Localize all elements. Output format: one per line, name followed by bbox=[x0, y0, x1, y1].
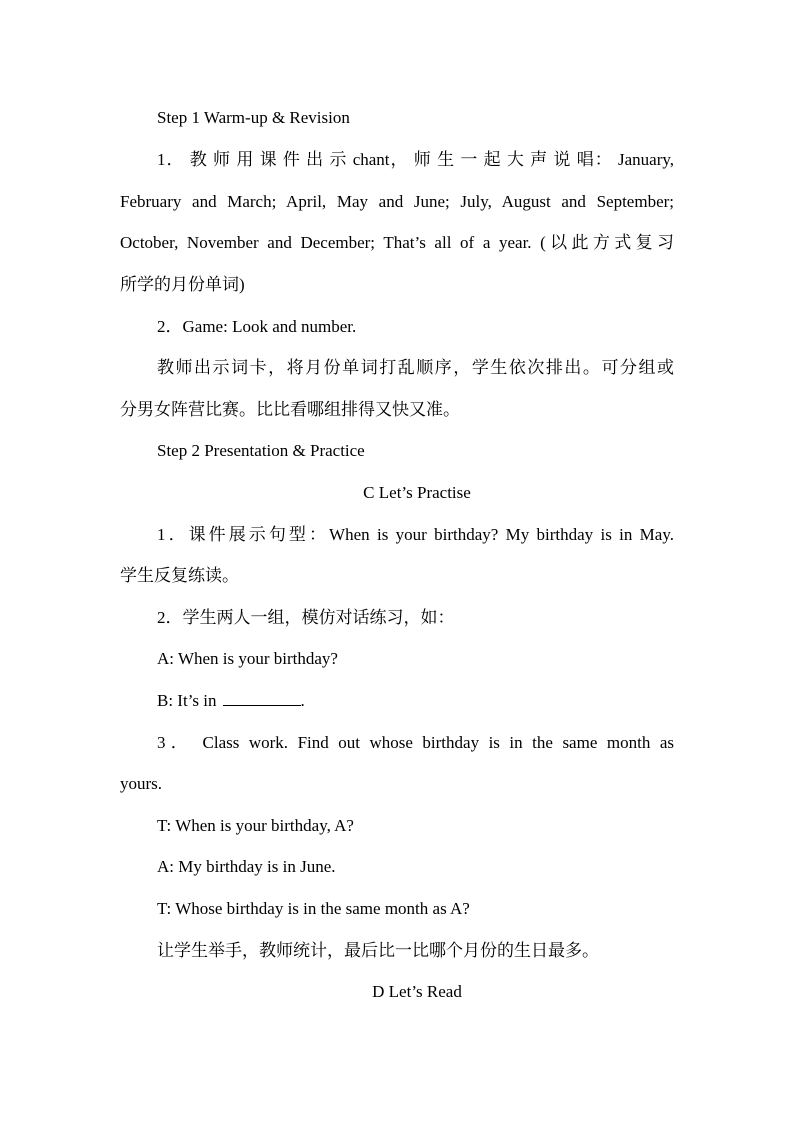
paragraph-1-line-1: 1． 教 师 用 课 件 出 示 chant， 师 生 一 起 大 声 说 唱： January, bbox=[157, 150, 674, 169]
dialog-line-t1: T: When is your birthday, A? bbox=[157, 816, 354, 835]
dialog-b-prefix: B: It’s in bbox=[157, 691, 217, 710]
paragraph-1-line-3: October, November and December; That’s all of a year. (以此方式复习 bbox=[120, 233, 674, 252]
dialog-line-a1: A: My birthday is in June. bbox=[157, 857, 336, 876]
section-d-heading: D Let’s Read bbox=[372, 982, 462, 1001]
paragraph-3-line-1: 教师出示词卡，将月份单词打乱顺序，学生依次排出。可分组或 bbox=[157, 358, 674, 377]
paragraph-1-line-4: 所学的月份单词) bbox=[120, 275, 245, 294]
c1-line-2: 学生反复练读。 bbox=[120, 566, 239, 585]
step1-heading: Step 1 Warm-up & Revision bbox=[157, 108, 350, 127]
c3-line-1: 3． Class work. Find out whose birthday is in the same month as bbox=[157, 733, 674, 752]
section-c-heading: C Let’s Practise bbox=[363, 483, 471, 502]
paragraph-2-line-1: 2．Game: Look and number. bbox=[157, 317, 357, 336]
c4-line-1: 让学生举手，教师统计，最后比一比哪个月份的生日最多。 bbox=[157, 941, 599, 960]
paragraph-1-line-2: February and March; April, May and June; July, August and September; bbox=[120, 192, 674, 211]
dialog-b-suffix: . bbox=[300, 691, 305, 710]
c3-line-2: yours. bbox=[120, 774, 163, 793]
dialog-line-b bbox=[157, 689, 674, 713]
dialog-line-t2: T: Whose birthday is in the same month as A? bbox=[157, 899, 470, 918]
dialog-line-a: A: When is your birthday? bbox=[157, 649, 338, 668]
c1-line-1: 1．课件展示句型：When is your birthday? My birthday is in May. bbox=[157, 525, 674, 544]
c2-line-1: 2．学生两人一组，模仿对话练习，如： bbox=[157, 608, 455, 627]
answer-blank bbox=[223, 689, 301, 706]
step2-heading: Step 2 Presentation & Practice bbox=[157, 441, 365, 460]
paragraph-3-line-2: 分男女阵营比赛。比比看哪组排得又快又准。 bbox=[120, 400, 460, 419]
